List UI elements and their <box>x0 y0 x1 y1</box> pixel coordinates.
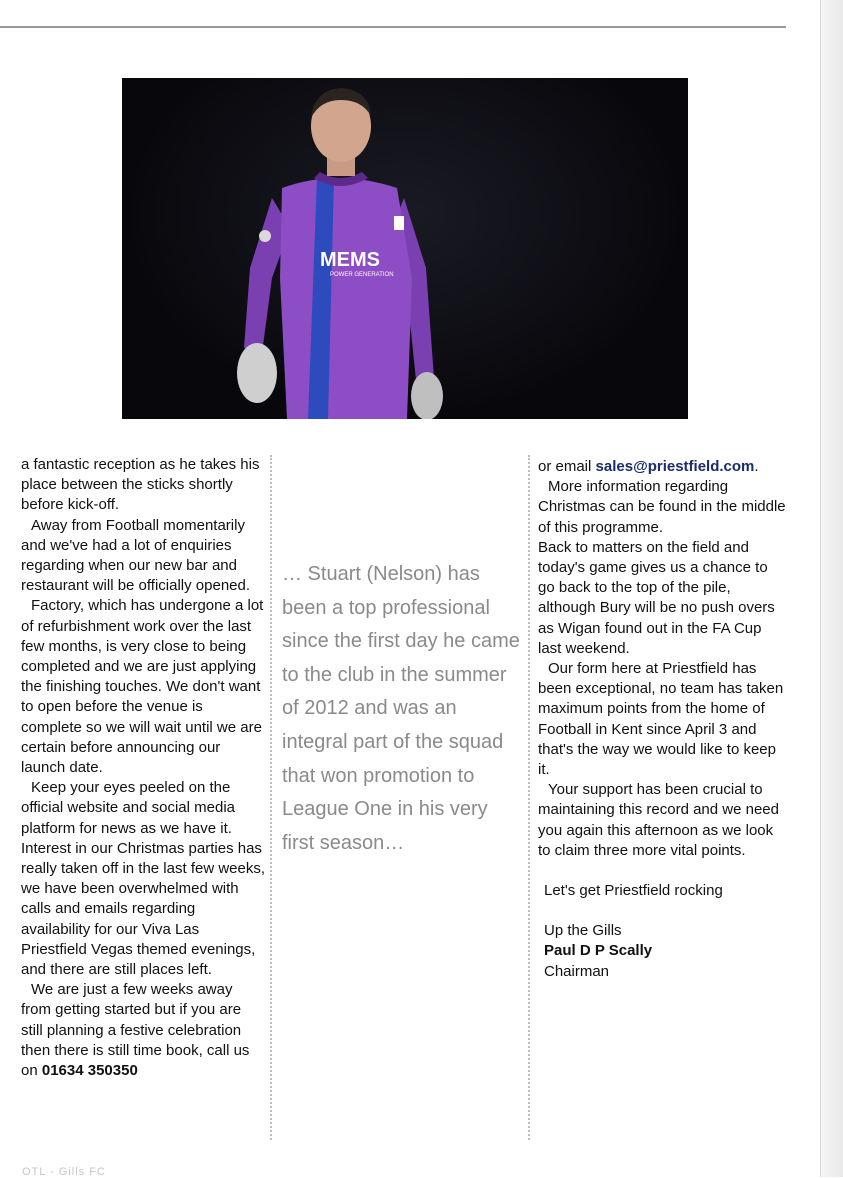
top-rule <box>0 26 786 28</box>
page-footer: OTL - Gills FC <box>22 1166 106 1178</box>
right-column <box>538 457 788 982</box>
sponsor-text: MEMS <box>320 249 380 271</box>
right-paragraph-5: Your support has been crucial to maintaining this record and we need you again this afternoon as we look to claim three more vital points. <box>538 781 779 859</box>
right-paragraph-3: Back to matters on the field and today's game gives us a chance to go back to the top of the pile, although Bury will be no push overs as Wigan found out in the FA Cup last weekend. <box>538 538 775 657</box>
right-paragraph-1 <box>538 457 788 477</box>
sign-off-line: Let's get Priestfield rocking <box>544 882 723 900</box>
column-divider-left <box>270 455 272 1140</box>
goalkeeper-figure-icon <box>122 78 688 419</box>
left-paragraph-3: Factory, which has undergone a lot of refurbishment work over the last few months, is very close to being completed and we are just applying the finishing touches. We don't want to open before the venue is complete so we will wait until we are certain before announcing our launch date. <box>21 597 264 777</box>
sponsor-subtext: POWER GENERATION <box>330 272 394 278</box>
signatory-name: Paul D P Scally <box>544 942 653 960</box>
left-column <box>21 455 265 1081</box>
left-paragraph-5 <box>21 980 265 1081</box>
column-divider-right <box>528 455 530 1140</box>
sign-off-gills: Up the Gills <box>544 922 622 940</box>
left-paragraph-2: Away from Football momentarily and we've had a lot of enquiries regarding when our new bar and restaurant will be officially opened. <box>21 516 251 595</box>
left-paragraph-5-text: We are just a few weeks away from getting started but if you are still planning a festive celebration then there is still time book, call us on <box>21 981 250 1080</box>
goalkeeper-photo <box>122 78 688 419</box>
right-paragraph-2: More information regarding Christmas can be found in the middle of this programme. <box>538 478 786 536</box>
left-paragraph-1: a fantastic reception as he takes his place between the sticks shortly before kick-off. <box>21 456 260 514</box>
page-edge <box>820 0 843 1177</box>
pull-quote-text: … Stuart (Nelson) has been a top professional since the first day he came to the club in the summer of 2012 and was an integral part of the squad that won promotion to League One in his very first season… <box>282 563 520 854</box>
email-prefix: or email <box>538 458 596 475</box>
phone-number: 01634 350350 <box>41 1062 138 1080</box>
right-paragraph-4: Our form here at Priestfield has been exceptional, no team has taken maximum points from the home of Football in Kent since April 3 and that's the way we would like to keep it. <box>538 660 784 779</box>
pull-quote <box>282 558 522 860</box>
email-link[interactable]: sales@priestfield.com <box>595 458 755 475</box>
signatory-title: Chairman <box>544 962 610 980</box>
email-suffix: . <box>754 458 759 475</box>
left-paragraph-4: Keep your eyes peeled on the official website and social media platform for news as we have it. Interest in our Christmas parties has really taken off in the last few weeks, we have been overwhelmed with calls and emails regarding availability for our Viva Las Priestfield Vegas themed evenings, and there are still places left. <box>21 779 266 979</box>
